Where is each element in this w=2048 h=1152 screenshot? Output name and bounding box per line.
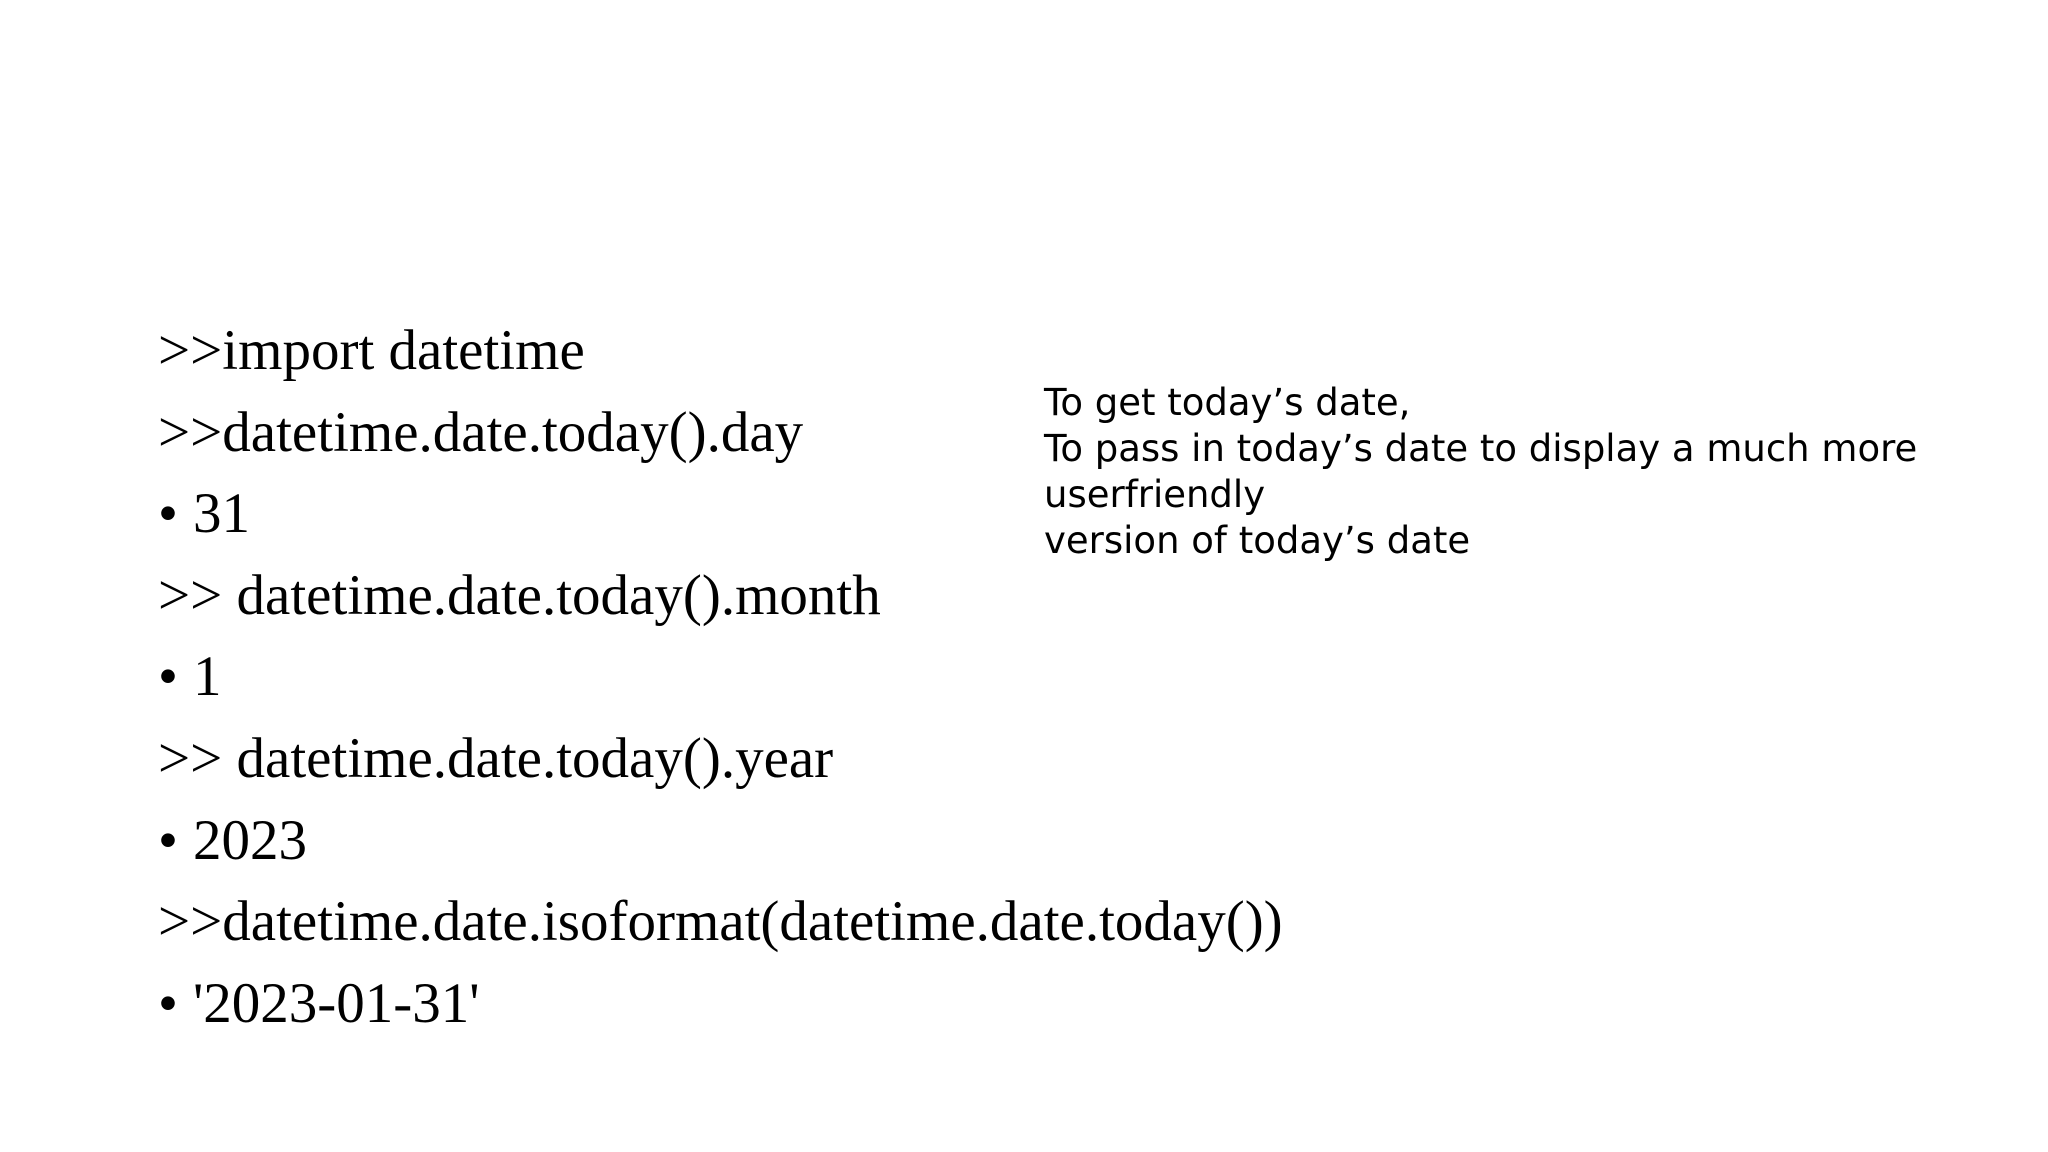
result-month-value: 1	[193, 645, 222, 709]
code-line-day: >>datetime.date.today().day	[158, 400, 804, 464]
note-line-3: userfriendly	[1044, 473, 1266, 516]
result-year	[158, 800, 1458, 882]
code-line-year: >> datetime.date.today().year	[158, 726, 834, 790]
bullet-icon: •	[158, 645, 178, 709]
note-line-1: To get today’s date,	[1044, 381, 1411, 424]
bullet-icon: •	[158, 971, 178, 1035]
explanation-note	[1044, 380, 1944, 564]
result-month	[158, 636, 1458, 718]
result-isoformat	[158, 963, 1458, 1045]
bullet-icon: •	[158, 482, 178, 546]
result-isoformat-value: '2023-01-31'	[193, 971, 480, 1035]
result-day-value: 31	[193, 482, 250, 546]
result-year-value: 2023	[193, 808, 307, 872]
note-line-2: To pass in today’s date to display a much more	[1044, 427, 1918, 470]
code-line-import: >>import datetime	[158, 319, 585, 382]
bullet-icon: •	[158, 808, 178, 872]
code-line-month: >> datetime.date.today().month	[158, 563, 881, 627]
code-line-isoformat: >>datetime.date.isoformat(datetime.date.today())	[158, 890, 1283, 954]
note-line-4: version of today’s date	[1044, 519, 1471, 562]
